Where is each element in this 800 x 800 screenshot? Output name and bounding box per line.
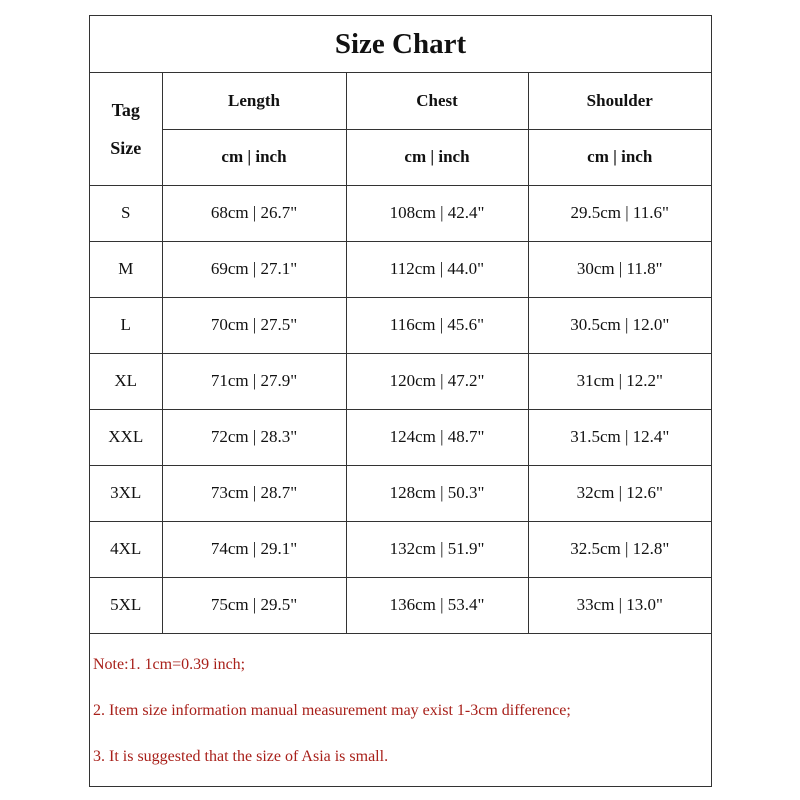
- column-header-length: Length: [162, 73, 346, 129]
- chest-cell: 128cm | 50.3": [346, 465, 528, 521]
- length-cell: 68cm | 26.7": [162, 185, 346, 241]
- unit-row: [90, 129, 711, 185]
- shoulder-cell: 30cm | 11.8": [528, 241, 711, 297]
- table-row: [90, 521, 711, 577]
- shoulder-cell: 29.5cm | 11.6": [528, 185, 711, 241]
- shoulder-cell: 31.5cm | 12.4": [528, 409, 711, 465]
- chest-cell: 132cm | 51.9": [346, 521, 528, 577]
- tag-size-line1: Tag: [111, 99, 140, 120]
- size-cell: M: [90, 241, 162, 297]
- size-cell: XL: [90, 353, 162, 409]
- chart-title: Size Chart: [90, 16, 711, 73]
- length-cell: 74cm | 29.1": [162, 521, 346, 577]
- shoulder-cell: 31cm | 12.2": [528, 353, 711, 409]
- note-1: Note:1. 1cm=0.39 inch;: [93, 656, 246, 673]
- size-cell: 5XL: [90, 577, 162, 633]
- table-row: [90, 577, 711, 633]
- note-2: 2. Item size information manual measurement may exist 1-3cm difference;: [93, 702, 571, 719]
- length-cell: 73cm | 28.7": [162, 465, 346, 521]
- length-cell: 69cm | 27.1": [162, 241, 346, 297]
- table-row: [90, 241, 711, 297]
- size-cell: 4XL: [90, 521, 162, 577]
- table-row: [90, 185, 711, 241]
- chest-cell: 116cm | 45.6": [346, 297, 528, 353]
- table-row: [90, 297, 711, 353]
- length-cell: 70cm | 27.5": [162, 297, 346, 353]
- chest-cell: 136cm | 53.4": [346, 577, 528, 633]
- chest-cell: 108cm | 42.4": [346, 185, 528, 241]
- column-header-shoulder: Shoulder: [528, 73, 711, 129]
- length-cell: 71cm | 27.9": [162, 353, 346, 409]
- length-cell: 72cm | 28.3": [162, 409, 346, 465]
- chest-cell: 112cm | 44.0": [346, 241, 528, 297]
- size-cell: XXL: [90, 409, 162, 465]
- shoulder-cell: 32cm | 12.6": [528, 465, 711, 521]
- tag-size-header: [90, 73, 162, 185]
- size-cell: 3XL: [90, 465, 162, 521]
- chest-cell: 120cm | 47.2": [346, 353, 528, 409]
- tag-size-line2: Size: [110, 137, 142, 158]
- shoulder-cell: 30.5cm | 12.0": [528, 297, 711, 353]
- header-row: [90, 73, 711, 129]
- size-table: [90, 73, 711, 634]
- notes-section: [90, 633, 711, 786]
- note-3: 3. It is suggested that the size of Asia is small.: [93, 748, 389, 765]
- shoulder-cell: 33cm | 13.0": [528, 577, 711, 633]
- unit-shoulder: cm | inch: [528, 129, 711, 185]
- size-cell: L: [90, 297, 162, 353]
- size-chart-frame: [89, 15, 712, 787]
- table-row: [90, 465, 711, 521]
- table-row: [90, 353, 711, 409]
- chest-cell: 124cm | 48.7": [346, 409, 528, 465]
- unit-chest: cm | inch: [346, 129, 528, 185]
- length-cell: 75cm | 29.5": [162, 577, 346, 633]
- table-row: [90, 409, 711, 465]
- unit-length: cm | inch: [162, 129, 346, 185]
- column-header-chest: Chest: [346, 73, 528, 129]
- size-cell: S: [90, 185, 162, 241]
- shoulder-cell: 32.5cm | 12.8": [528, 521, 711, 577]
